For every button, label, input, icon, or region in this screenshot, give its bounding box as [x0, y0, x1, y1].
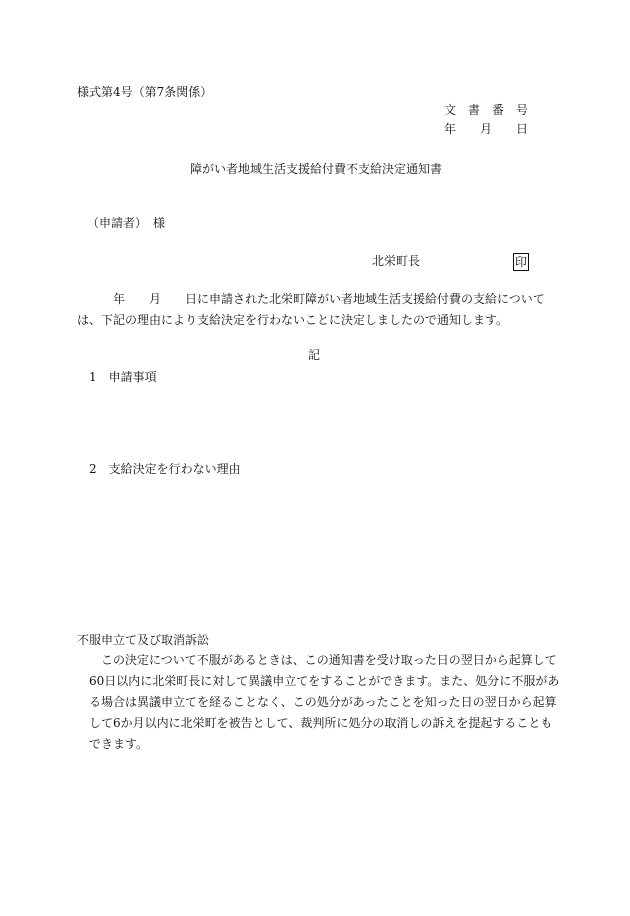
appeal-line-4: して6か月以内に北栄町を被告として、裁判所に処分の取消しの訴えを提起することも	[89, 716, 553, 730]
appeal-line-2: 60日以内に北栄町長に対して異議申立てをすることができます。また、処分に不服があ	[89, 674, 560, 688]
seal-box: 印	[515, 255, 528, 269]
appeal-line-3: る場合は異議申立てを経ることなく、この処分があったことを知った日の翌日から起算	[89, 695, 557, 709]
appeal-heading: 不服申立て及び取消訴訟	[77, 633, 210, 647]
section-application-items: 1 申請事項	[89, 370, 157, 384]
ki-heading: 記	[308, 348, 321, 362]
body-line-1: 年 月 日に申請された北栄町障がい者地域生活支援給付費の支給について	[113, 292, 545, 306]
appeal-line-1: この決定について不服があるときは、この通知書を受け取った日の翌日から起算して	[101, 653, 557, 667]
document-number: 文 書 番 号	[444, 103, 529, 117]
issuer-name: 北栄町長	[372, 254, 421, 268]
form-label: 様式第4号（第7条関係）	[77, 85, 213, 99]
page-title: 障がい者地域生活支援給付費不支給決定通知書	[190, 162, 443, 176]
applicant-name: （申請者） 様	[87, 216, 166, 230]
body-line-2: は、下記の理由により支給決定を行わないことに決定しましたので通知します。	[77, 313, 509, 327]
section-reason: 2 支給決定を行わない理由	[89, 462, 241, 476]
appeal-line-5: できます。	[89, 737, 149, 751]
date-line: 年 月 日	[444, 122, 529, 136]
